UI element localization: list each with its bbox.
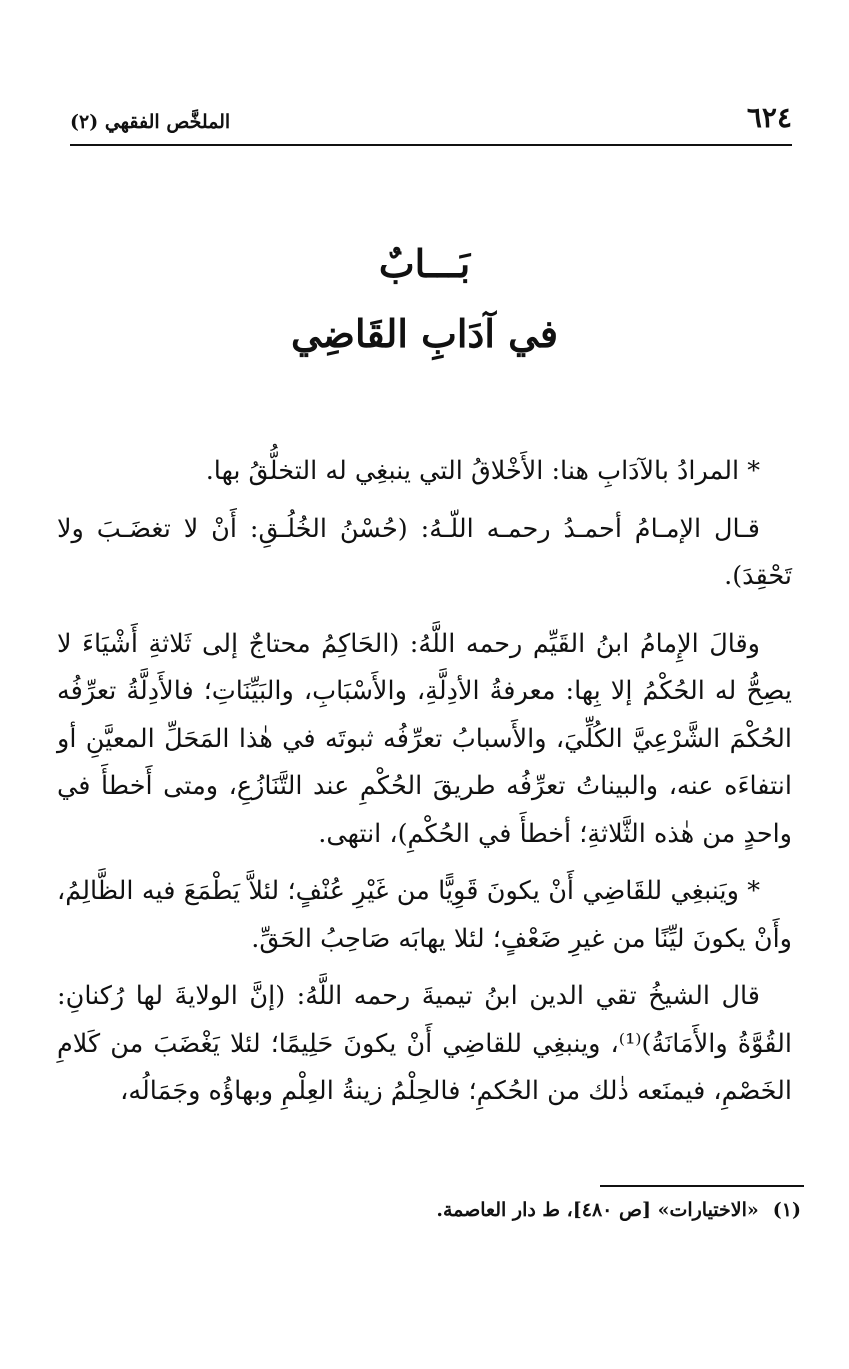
- chapter-heading: [0, 240, 849, 358]
- footnote: [56, 1195, 801, 1225]
- page-header: [70, 100, 792, 146]
- chapter-title: في آدَابِ القَاضِي: [291, 311, 558, 356]
- book-title: الملخَّص الفقهي (٢): [70, 111, 231, 133]
- paragraph-ibn-taymiyyah-quote: قال الشيخُ تقي الدين ابنُ تيميةَ رحمه اللَّهُ: (إنَّ الولايةَ لها رُكنانِ: القُوَّةُ والأَمَانَةُ)⁽¹⁾، وينبغِي للقاضِي أَنْ يكونَ حَلِيمًا؛ لئلا يَغْضَبَ من كَلامِ الخَصْمِ، فيمنَعه ذٰلك من الحُكمِ؛ فالحِلْمُ زينةُ العِلْمِ وبهاؤُه وجَمَالُه،: [57, 981, 792, 1106]
- paragraph-definition: * المرادُ بالآدَابِ هنا: الأَخْلاقُ التي ينبغِي له التخلُّقُ بها.: [205, 456, 760, 486]
- chapter-label: بَـــابٌ: [378, 241, 471, 286]
- page-number: ٦٢٤: [746, 101, 792, 134]
- paragraph-ibn-qayyim-quote: وقالَ الإِمامُ ابنُ القَيِّم رحمه اللَّهُ: (الحَاكِمُ محتاجٌ إلى ثَلاثةِ أَشْيَاءَ لا يصِحُّ له الحُكْمُ إلا بِها: معرفةُ الأدِلَّةِ، والأَسْبَابِ، والبَيِّنَاتِ؛ فالأَدِلَّةُ تعرِّفُه الحُكْمَ الشَّرْعِيَّ الكُلِّيَ، والأَسبابُ تعرِّفُه ثبوتَه في هٰذا المَحَلِّ المعيَّنِ أو انتفاءَه عنه، والبيناتُ تعرِّفُه طريقَ الحُكْمِ عند التَّنَازُعِ، ومتى أَخطأَ في واحدٍ من هٰذه الثَّلاثةِ؛ أخطأَ في الحُكْمِ)، انتهى.: [57, 628, 792, 849]
- footnote-number: (١): [772, 1199, 801, 1221]
- footnote-text: «الاختيارات» [ص ٤٨٠]، ط دار العاصمة.: [436, 1199, 759, 1221]
- paragraph-ahmad-quote: قـال الإمـامُ أحمـدُ رحمـه اللّـهُ: (حُسْنُ الخُلُـقِ: أَنْ لا تغضَـبَ ولا تَحْقِدَ).: [57, 513, 792, 591]
- body-text: [57, 448, 792, 1116]
- paragraph-judge-strength: * ويَنبغِي للقَاضِي أَنْ يكونَ قَوِيًّا من غَيْرِ عُنْفٍ؛ لئلاَّ يَطْمَعَ فيه الظَّالِمُ، وأَنْ يكونَ ليِّنًا من غيرِ ضَعْفٍ؛ لئلا يهابَه صَاحِبُ الحَقِّ.: [57, 876, 792, 954]
- footnote-divider: [600, 1185, 804, 1187]
